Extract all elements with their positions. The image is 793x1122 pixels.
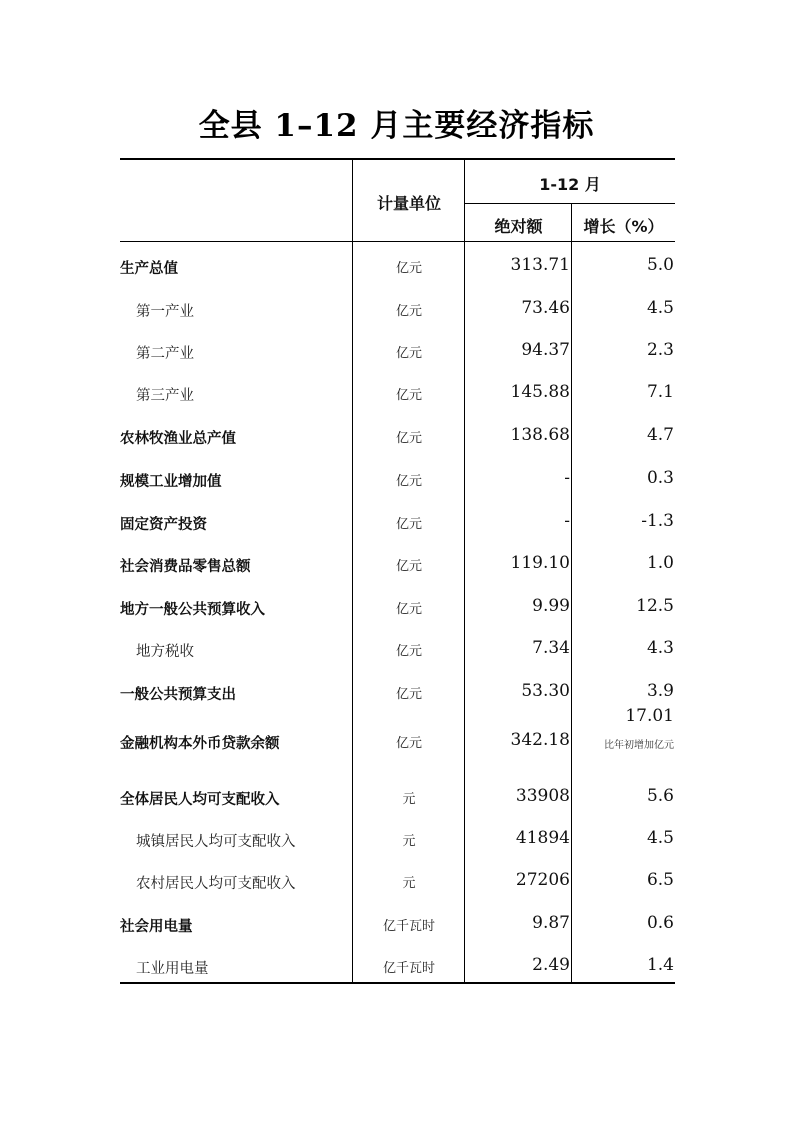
indicator-label: 社会消费品零售总额	[120, 559, 251, 575]
vertical-rule-3	[571, 204, 572, 982]
absolute-value-cell: -	[564, 511, 570, 531]
absolute-value-cell: 342.18	[510, 730, 570, 750]
absolute-value-cell: 9.99	[532, 596, 570, 616]
indicator-label: 第二产业	[136, 346, 194, 362]
growth-value-cell: 7.1	[646, 382, 674, 402]
indicator-label: 农林牧渔业总产值	[120, 431, 236, 447]
growth-value-cell: 17.01	[625, 706, 674, 726]
absolute-value-cell: -	[564, 468, 570, 488]
growth-column-header: 增长（%）	[583, 217, 664, 236]
unit-cell: 亿元	[395, 687, 422, 702]
indicator-label: 地方一般公共预算收入	[120, 602, 265, 618]
unit-cell: 亿元	[395, 559, 422, 574]
growth-value-cell: -1.3	[641, 511, 674, 531]
unit-cell: 亿元	[395, 602, 422, 617]
unit-cell: 亿元	[395, 736, 422, 751]
growth-value-cell: 12.5	[636, 596, 674, 616]
growth-value-cell: 6.5	[646, 870, 674, 890]
growth-value-cell: 4.7	[646, 425, 674, 445]
unit-cell: 亿元	[395, 474, 422, 489]
indicator-label: 规模工业增加值	[120, 474, 222, 490]
growth-value-cell: 1.4	[646, 955, 674, 975]
growth-value-cell: 1.0	[646, 553, 674, 573]
unit-column-header: 计量单位	[376, 194, 441, 213]
indicator-label: 固定资产投资	[120, 517, 207, 533]
absolute-value-cell: 33908	[515, 786, 570, 806]
absolute-value-cell: 2.49	[532, 955, 570, 975]
absolute-value-cell: 9.87	[532, 913, 570, 933]
absolute-column-header: 绝对额	[494, 217, 543, 236]
indicator-label: 农村居民人均可支配收入	[136, 876, 296, 892]
absolute-value-cell: 7.34	[532, 638, 570, 658]
unit-cell: 元	[402, 792, 416, 807]
absolute-value-cell: 41894	[515, 828, 570, 848]
absolute-value-cell: 73.46	[521, 298, 570, 318]
growth-value-cell: 5.6	[646, 786, 674, 806]
indicator-label: 地方税收	[136, 644, 194, 660]
absolute-value-cell: 119.10	[510, 553, 570, 573]
header-bottom-rule	[120, 241, 675, 242]
unit-cell: 亿千瓦时	[382, 961, 435, 976]
unit-cell: 亿元	[395, 644, 422, 659]
absolute-value-cell: 313.71	[510, 255, 570, 275]
growth-value-cell: 0.3	[646, 468, 674, 488]
unit-cell: 亿元	[395, 431, 422, 446]
absolute-value-cell: 53.30	[521, 681, 570, 701]
table-top-rule	[120, 158, 675, 160]
period-header: 1-12 月	[539, 175, 601, 194]
growth-value-cell: 3.9	[646, 681, 674, 701]
indicator-label: 第一产业	[136, 304, 194, 320]
header-mid-rule	[465, 203, 675, 204]
growth-value-cell: 2.3	[646, 340, 674, 360]
indicator-label: 第三产业	[136, 388, 194, 404]
unit-cell: 亿元	[395, 517, 422, 532]
indicator-label: 城镇居民人均可支配收入	[136, 834, 296, 850]
unit-cell: 亿元	[395, 346, 422, 361]
growth-value-cell: 4.3	[646, 638, 674, 658]
growth-value-cell: 0.6	[646, 913, 674, 933]
unit-cell: 元	[402, 876, 416, 891]
unit-cell: 元	[402, 834, 416, 849]
table-bottom-rule	[120, 982, 675, 984]
absolute-value-cell: 145.88	[510, 382, 570, 402]
indicator-label: 金融机构本外币贷款余额	[120, 736, 280, 752]
absolute-value-cell: 138.68	[510, 425, 570, 445]
unit-cell: 亿元	[395, 388, 422, 403]
unit-cell: 亿元	[395, 304, 422, 319]
growth-value-cell: 4.5	[646, 828, 674, 848]
indicator-label: 社会用电量	[120, 919, 193, 935]
absolute-value-cell: 27206	[515, 870, 570, 890]
absolute-value-cell: 94.37	[521, 340, 570, 360]
growth-value-cell: 4.5	[646, 298, 674, 318]
indicator-label: 工业用电量	[136, 961, 209, 977]
indicator-label: 一般公共预算支出	[120, 687, 236, 703]
page-title: 全县 1–12 月主要经济指标	[198, 108, 595, 144]
growth-value-cell: 5.0	[646, 255, 674, 275]
indicator-label: 全体居民人均可支配收入	[120, 792, 280, 808]
indicators-table	[120, 158, 675, 984]
unit-cell: 亿千瓦时	[382, 919, 435, 934]
unit-cell: 亿元	[395, 261, 422, 276]
growth-note: 比年初增加亿元	[604, 740, 674, 751]
indicator-label: 生产总值	[120, 261, 178, 277]
